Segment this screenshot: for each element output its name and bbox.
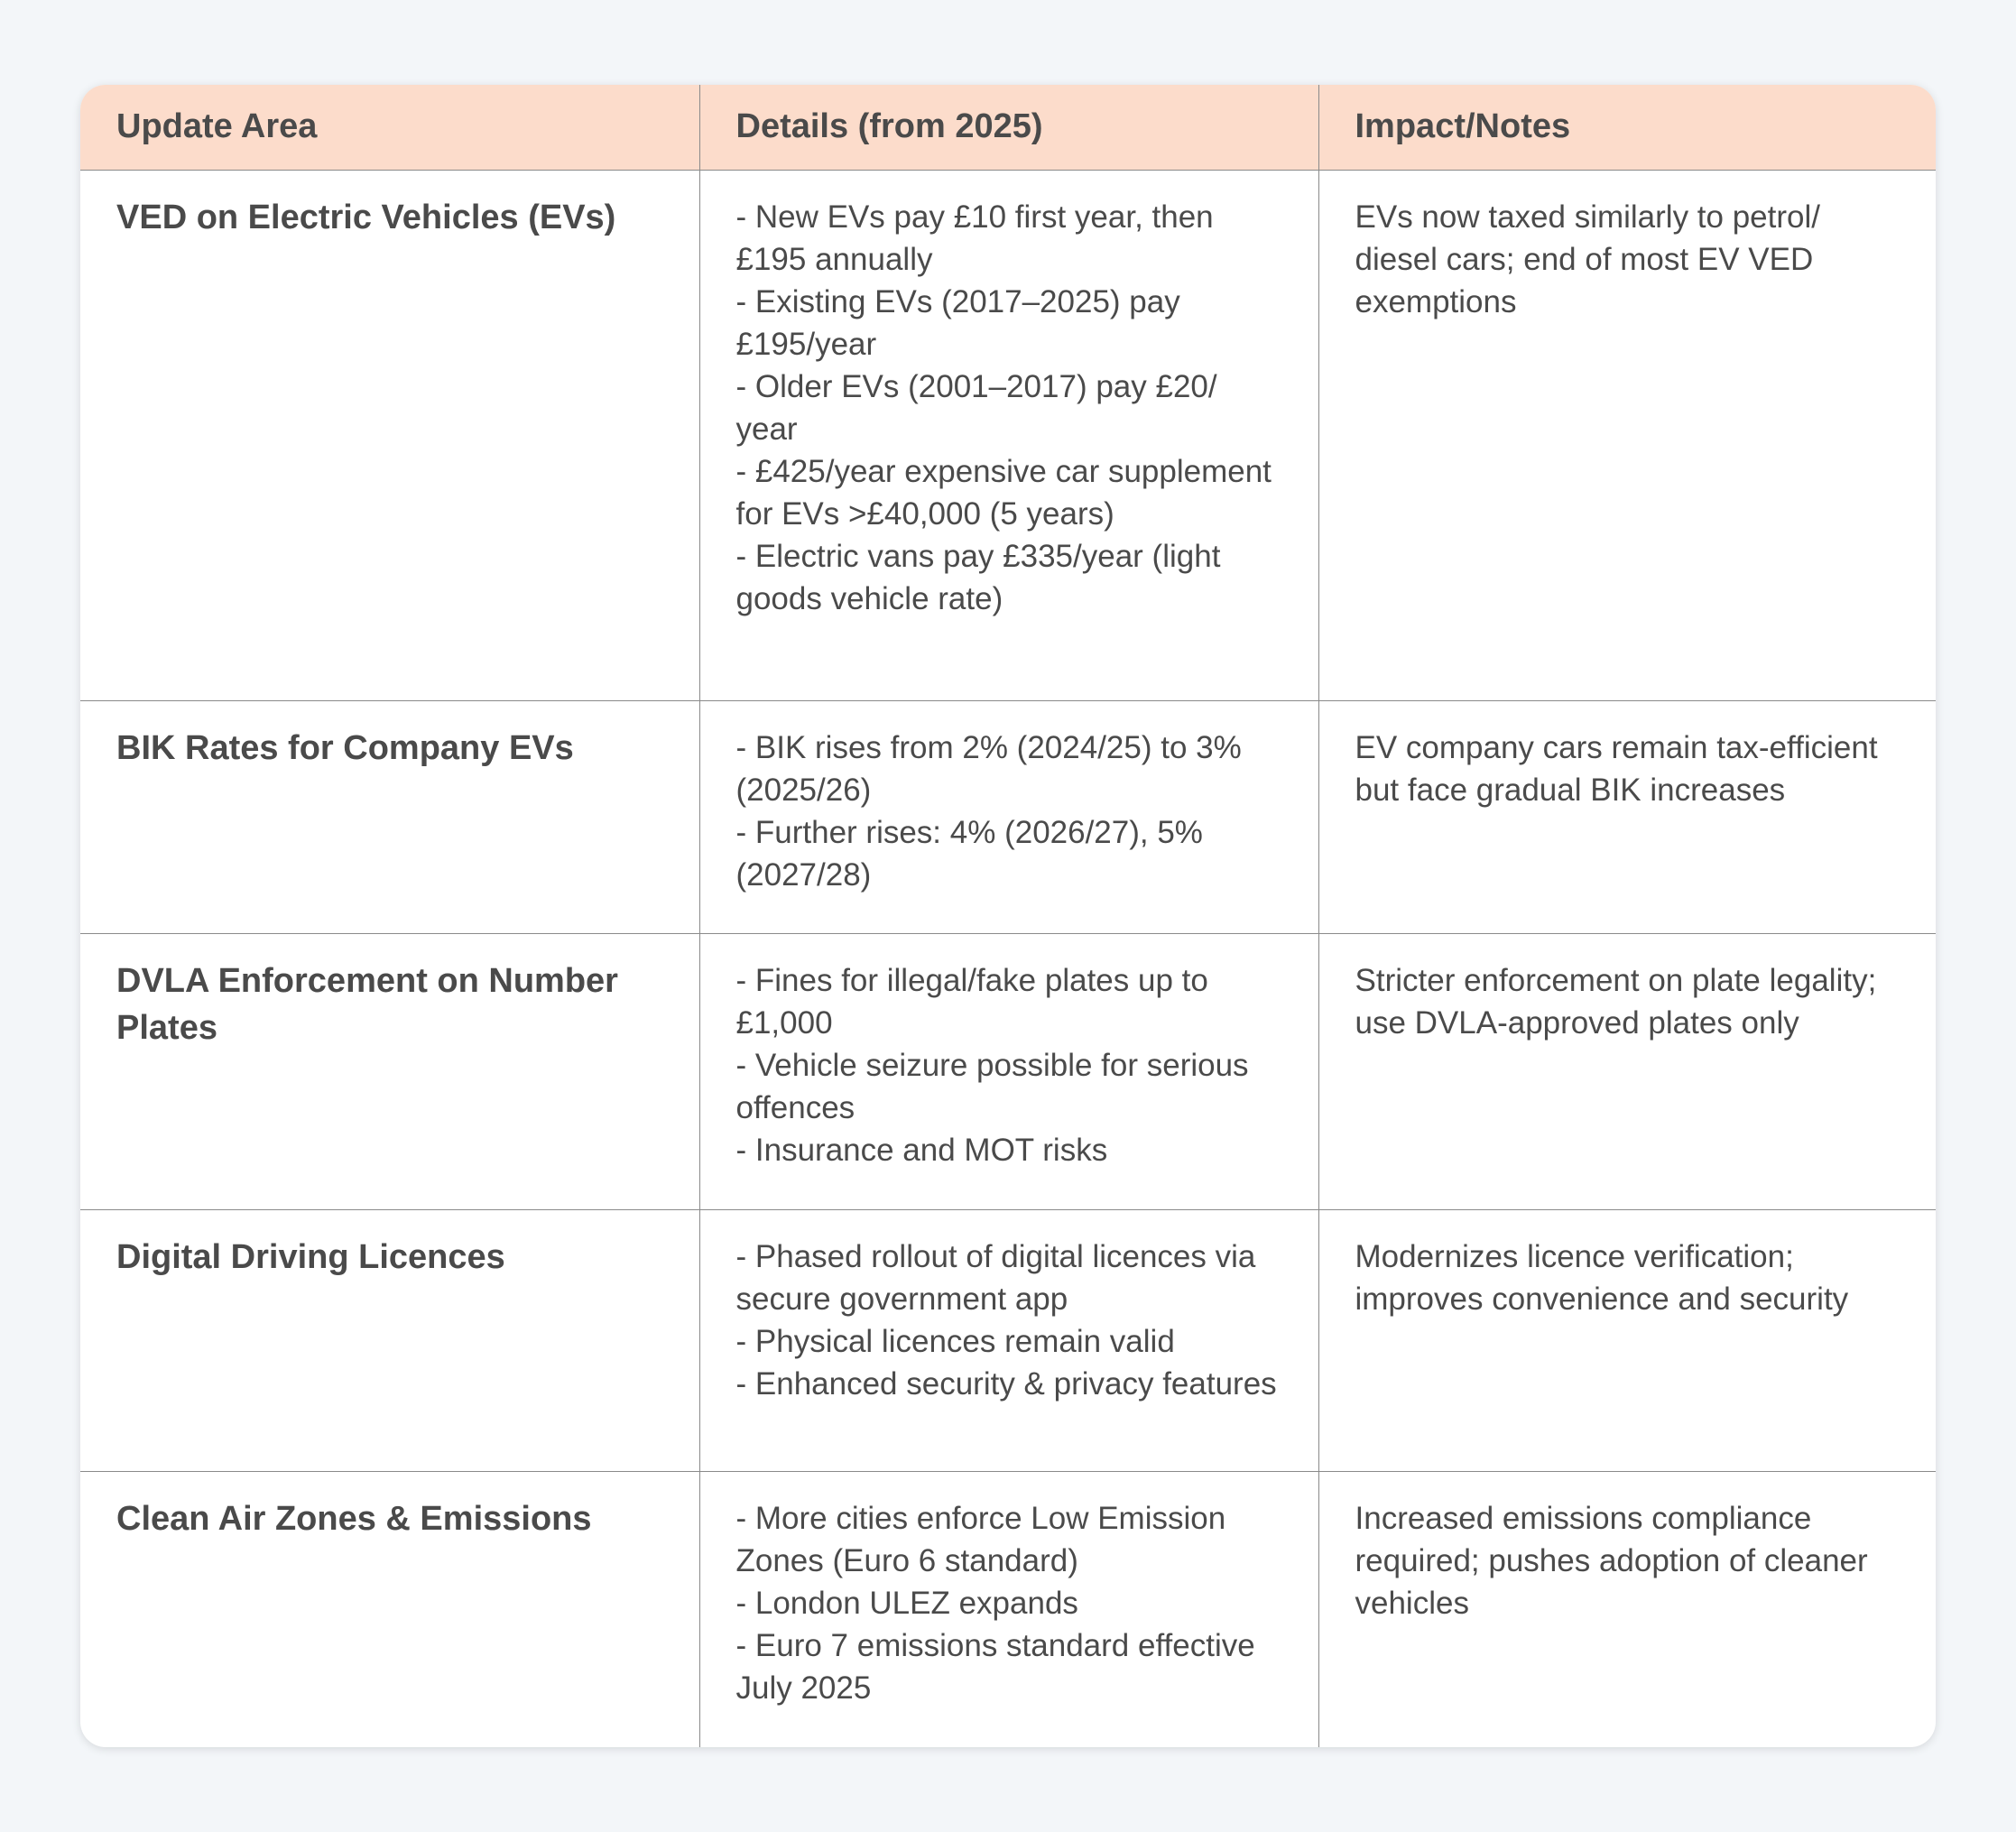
- detail-line: - Physical licences remain valid: [735, 1323, 1175, 1359]
- row-area: Digital Driving Licences: [80, 1209, 699, 1471]
- detail-line: - Enhanced security & privacy features: [735, 1365, 1277, 1402]
- row-area: VED on Electric Vehicles (EVs): [116, 198, 616, 236]
- row-impact: Modernizes licence verification; improves convenience and security: [1318, 1209, 1936, 1471]
- row-details: [699, 170, 1318, 700]
- detail-line: - BIK rises from 2% (2024/25) to 3% (2025/26): [735, 729, 1242, 808]
- detail-line: - Phased rollout of digital licences via secure government app: [735, 1238, 1256, 1317]
- detail-line: - More cities enforce Low Emission Zones (Euro 6 standard): [735, 1500, 1226, 1578]
- detail-line: - Electric vans pay £335/year (light goods vehicle rate): [735, 538, 1221, 616]
- detail-line: - London ULEZ expands: [735, 1585, 1078, 1621]
- detail-line: - Existing EVs (2017–2025) pay £195/year: [735, 283, 1180, 362]
- row-impact: EVs now taxed similarly to petrol/ diesel cars; end of most EV VED exemptions: [1318, 170, 1936, 700]
- table-row: [80, 700, 1936, 933]
- detail-line: - Older EVs (2001–2017) pay £20/ year: [735, 368, 1217, 447]
- table-row: [80, 933, 1936, 1209]
- detail-line: - Vehicle seizure possible for serious offences: [735, 1047, 1249, 1125]
- detail-line: - Insurance and MOT risks: [735, 1132, 1108, 1168]
- row-area: BIK Rates for Company EVs: [80, 700, 699, 933]
- row-details: [699, 700, 1318, 933]
- table-row: [80, 170, 1936, 700]
- row-impact: Increased emissions compliance required; pushes adoption of cleaner vehicles: [1318, 1471, 1936, 1747]
- detail-line: - £425/year expensive car supplement for EVs >£40,000 (5 years): [735, 453, 1272, 532]
- table-header-row: [80, 85, 1936, 170]
- table-row: [80, 1471, 1936, 1747]
- updates-table-card: [80, 85, 1936, 1747]
- header-update-area: Update Area: [80, 85, 699, 170]
- header-impact-notes: Impact/Notes: [1318, 85, 1936, 170]
- row-details: [699, 1209, 1318, 1471]
- detail-line: - New EVs pay £10 first year, then £195 annually: [735, 199, 1214, 277]
- detail-line: - Further rises: 4% (2026/27), 5% (2027/28): [735, 814, 1203, 893]
- updates-table: [80, 85, 1936, 1747]
- detail-line: - Euro 7 emissions standard effective July 2025: [735, 1627, 1255, 1706]
- row-details: [699, 1471, 1318, 1747]
- detail-line: - Fines for illegal/fake plates up to £1,000: [735, 962, 1208, 1041]
- row-impact: Stricter enforcement on plate legality; use DVLA-approved plates only: [1318, 933, 1936, 1209]
- row-impact: EV company cars remain tax-efficient but face gradual BIK increases: [1318, 700, 1936, 933]
- header-details: Details (from 2025): [699, 85, 1318, 170]
- row-area: Clean Air Zones & Emissions: [80, 1471, 699, 1747]
- row-details: [699, 933, 1318, 1209]
- table-row: [80, 1209, 1936, 1471]
- row-area: DVLA Enforcement on Number Plates: [80, 933, 699, 1209]
